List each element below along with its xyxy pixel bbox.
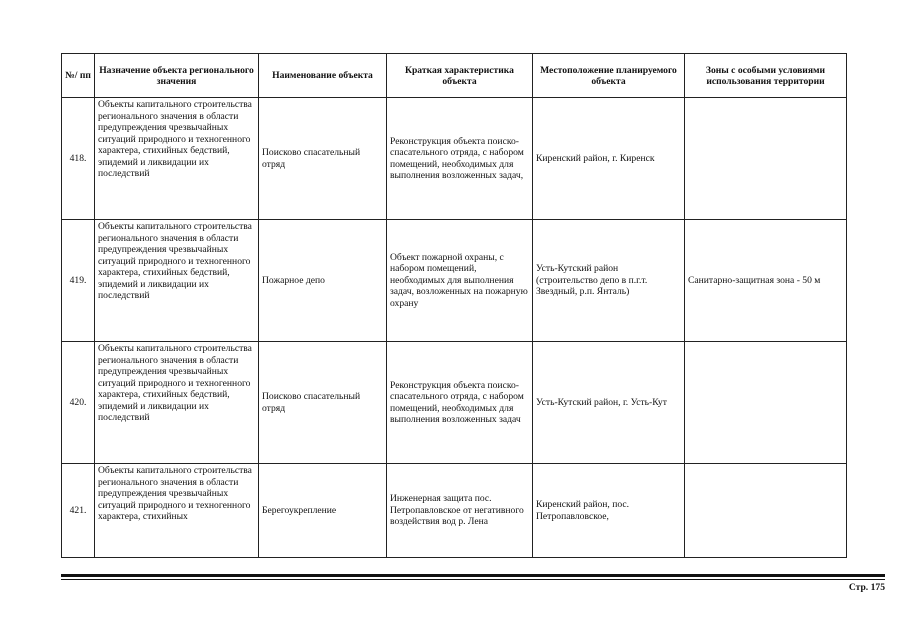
row-number: 419. — [62, 220, 95, 342]
row-location: Усть-Кутский район (строительство депо в п.г.т. Звездный, р.п. Янталь) — [533, 220, 685, 342]
header-purpose: Назначение объекта регионального значения — [95, 54, 259, 98]
row-name: Поисково спасательный отряд — [259, 342, 387, 464]
row-purpose-cell — [95, 464, 259, 558]
header-zones: Зоны с особыми условиями использования территории — [685, 54, 847, 98]
row-description: Реконструкция объекта поиско-спасательного отряда, с набором помещений, необходимых для выполнения возложенных задач — [387, 342, 533, 464]
row-number: 420. — [62, 342, 95, 464]
row-purpose-cell — [95, 342, 259, 464]
table-row — [62, 342, 847, 464]
row-description: Объект пожарной охраны, с набором помещений, необходимых для выполнения задач, возложенных на пожарную охрану — [387, 220, 533, 342]
row-zones — [685, 98, 847, 220]
row-purpose: Объекты капитального строительства регионального значения в области предупреждения чрезвычайных ситуаций природного и техногенного характера, стихийных — [98, 465, 252, 522]
header-number: №/ пп — [62, 54, 95, 98]
planning-objects-table — [61, 53, 847, 558]
table-row — [62, 98, 847, 220]
row-zones — [685, 464, 847, 558]
header-location: Местоположение планируемого объекта — [533, 54, 685, 98]
row-description: Инженерная защита пос. Петропавловское от негативного воздействия вод р. Лена — [387, 464, 533, 558]
header-description: Краткая характеристика объекта — [387, 54, 533, 98]
footer-divider-thick — [61, 574, 885, 577]
row-number: 418. — [62, 98, 95, 220]
row-zones — [685, 342, 847, 464]
footer-divider-thin — [61, 579, 885, 580]
row-location: Киренский район, г. Киренск — [533, 98, 685, 220]
table-row — [62, 464, 847, 558]
page-number: Стр. 175 — [848, 582, 885, 593]
table-header-row — [62, 54, 847, 98]
row-purpose: Объекты капитального строительства регионального значения в области предупреждения чрезвычайных ситуаций природного и техногенного характера, стихийных бедствий, эпидемий и ликвидации их последствий — [98, 221, 252, 301]
row-name: Пожарное депо — [259, 220, 387, 342]
row-zones: Санитарно-защитная зона - 50 м — [685, 220, 847, 342]
row-location: Усть-Кутский район, г. Усть-Кут — [533, 342, 685, 464]
header-name: Наименование объекта — [259, 54, 387, 98]
row-number: 421. — [62, 464, 95, 558]
table-row — [62, 220, 847, 342]
row-purpose-cell — [95, 220, 259, 342]
row-name: Берегоукрепление — [259, 464, 387, 558]
row-purpose-cell — [95, 98, 259, 220]
row-location: Киренский район, пос. Петропавловское, — [533, 464, 685, 558]
row-name: Поисково спасательный отряд — [259, 98, 387, 220]
row-purpose: Объекты капитального строительства регионального значения в области предупреждения чрезвычайных ситуаций природного и техногенного характера, стихийных бедствий, эпидемий и ликвидации их последствий — [98, 99, 252, 179]
row-description: Реконструкция объекта поиско-спасательного отряда, с набором помещений, необходимых для выполнения возложенных задач, — [387, 98, 533, 220]
row-purpose: Объекты капитального строительства регионального значения в области предупреждения чрезвычайных ситуаций природного и техногенного характера, стихийных бедствий, эпидемий и ликвидации их последствий — [98, 343, 252, 423]
